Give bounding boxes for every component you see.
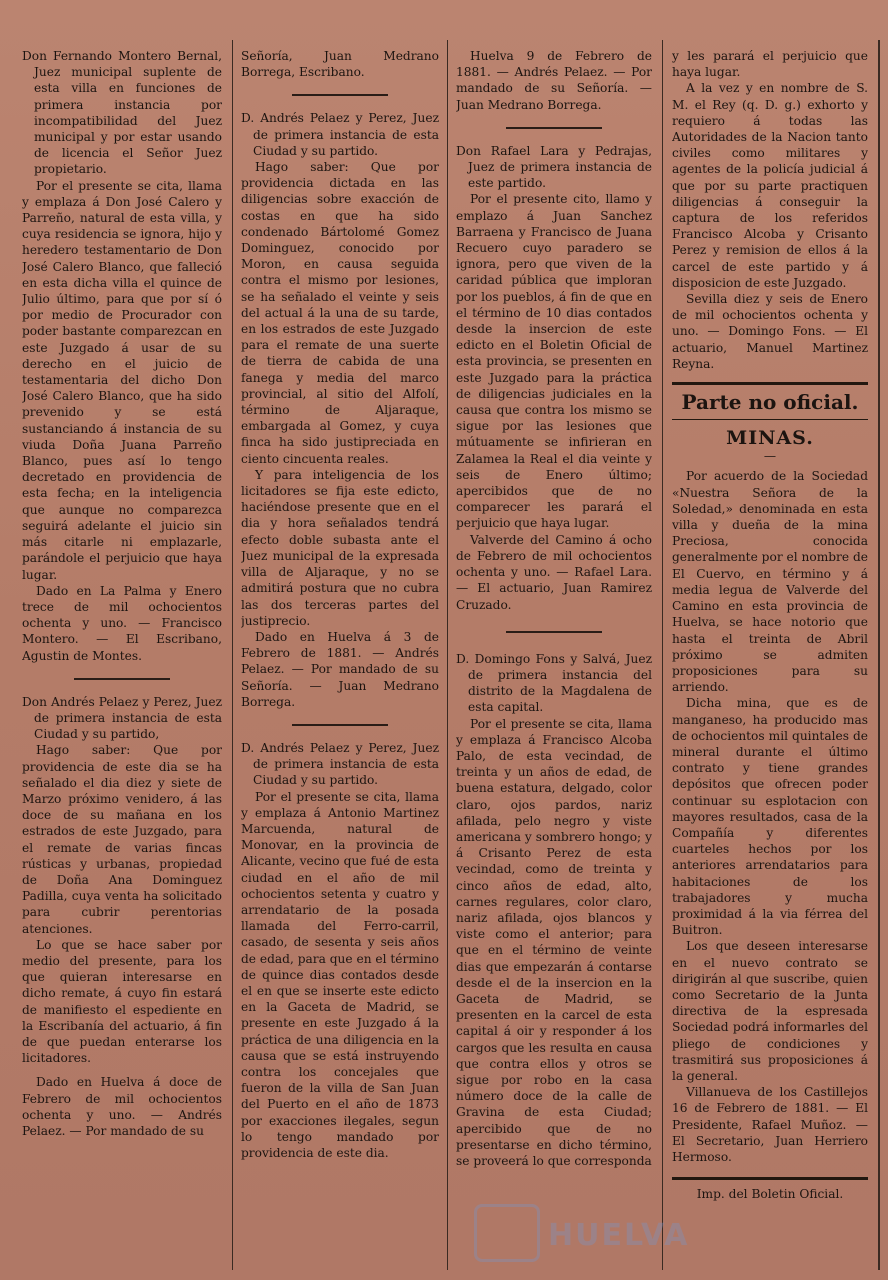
edict-body: y les parará el perjuicio que haya lugar. (672, 49, 868, 80)
edict-body: Lo que se hace saber por medio del presente, para los que quieran interesarse en dicho remate, á cuyo fin estará de manifiesto el espediente en la Escribanía del actuario, á fin de que puedan enterarse los licitadores. (22, 937, 222, 1066)
notice-body: Por acuerdo de la Sociedad «Nuestra Señora de la Soledad,» denominada en esta villa y dueña de la mina Preciosa, conocida generalmente por el nombre de El Cuervo, en término y á media legua de Valverde del Camino en esta provincia de Huelva, se hace notorio que hasta el treinta de Abril próximo se admiten proposiciones para su arriendo. (672, 469, 868, 695)
edict-signature: Sevilla diez y seis de Enero de mil ochocientos ochenta y uno. — Domingo Fons. — El actuario, Manuel Martinez Reyna. (672, 292, 868, 371)
watermark-text: HUELVA (548, 1218, 690, 1253)
column-4 (672, 48, 868, 1268)
edict-separator (506, 631, 602, 633)
edict-heading: D. Andrés Pelaez y Perez, Juez de primera instancia de esta Ciudad y su partido. (241, 111, 439, 158)
archive-watermark (474, 1196, 690, 1266)
edict-body: Por el presente se cita, llama y emplaza á Francisco Alcoba Palo, de esta vecindad, de treinta y un años de edad, de buena estatura, delgado, color claro, ojos pardos, nariz afilada, pelo negro y viste americana y sombrero hongo; y á Crisanto Perez de esta vecindad, como de treinta y cinco años de edad, alto, carnes regulares, color claro, nariz afilada, ojos blancos y viste como el anterior; para que en el término de veinte dias que empezarán á contarse desde el de la insercion en la Gaceta de Madrid, se presenten en la carcel de esta capital á oir y responder á los cargos que les resulta en causa que contra ellos y otros se sigue por robo en la casa número doce de la calle de Gravina de esta Ciudad; apercibido que de no presentarse en dicho término, se proveerá lo que corresponda (456, 716, 652, 1168)
heading-dash: — (763, 449, 777, 464)
edict-signature: Huelva 9 de Febrero de 1881. — Andrés Pelaez. — Por mandado de su Señoría. — Juan Medrano Borrega. (456, 49, 652, 112)
printer-imprint: Imp. del Boletin Oficial. (696, 1187, 844, 1202)
section-rule (672, 1177, 868, 1180)
column-divider (662, 40, 663, 1270)
edict-body: Por el presente se cita, llama y emplaza á Antonio Martinez Marcuenda, natural de Monovar, en la provincia de Alicante, vecino que fué de esta ciudad en el año de mil ochocientos setenta y cuatro y arrendatario de la posada llamada del Ferro-carril, casado, de sesenta y seis años de edad, para que en el término de quince dias contados desde el en que se inserte este edicto en la Gaceta de Madrid, se presente en este Juzgado á la práctica de una diligencia en la causa que se está instruyendo contra los concejales que fueron de la villa de San Juan del Puerto en el año de 1873 por exacciones ilegales, segun lo tengo mandado por providencia de este dia. (241, 789, 439, 1160)
section-rule (672, 419, 868, 420)
section-title: Parte no oficial. (681, 390, 859, 415)
edict-signature: Dado en La Palma y Enero trece de mil ochocientos ochenta y uno. — Francisco Montero. — El Escribano, Agustin de Montes. (22, 583, 222, 663)
edict-separator (292, 94, 388, 96)
column-2 (241, 48, 439, 1268)
edict-heading: Don Fernando Montero Bernal, Juez municipal suplente de esta villa en funciones de primera instancia por incompatibilidad del Juez municipal y por estar usando de licencia el Señor Juez propietario. (22, 49, 222, 177)
notice-body: Los que deseen interesarse en el nuevo contrato se dirigirán al que suscribe, quien como Secretario de la Junta directiva de la espresada Sociedad podrá informarles del pliego de condiciones y trasmitirá sus proposiciones á la general. (672, 939, 868, 1083)
section-rule (672, 382, 868, 385)
edict-separator (292, 724, 388, 726)
edict-heading: D. Andrés Pelaez y Perez, Juez de primera instancia de esta Ciudad y su partido. (241, 740, 439, 788)
edict-heading: Don Andrés Pelaez y Perez, Juez de primera instancia de esta Ciudad y su partido, (22, 694, 222, 742)
edict-signature: Valverde del Camino á ocho de Febrero de mil ochocientos ochenta y uno. — Rafael Lara. — El actuario, Juan Ramirez Cruzado. (456, 532, 652, 612)
notice-signature: Villanueva de los Castillejos 16 de Febrero de 1881. — El Presidente, Rafael Muñoz. — El Secretario, Juan Herriero Hermoso. (672, 1085, 868, 1164)
edict-body: Hago saber: Que por providencia de este dia se ha señalado el dia diez y siete de Marzo próximo venidero, á las doce de su mañana en los estrados de este Juzgado, para el remate de varias fincas rústicas y urbanas, propiedad de Doña Ana Dominguez Padilla, cuya venta ha solicitado para cubrir perentorias atenciones. (22, 743, 222, 936)
edict-body: Por el presente cito, llamo y emplazo á Juan Sanchez Barraena y Francisco de Juana Recuero cuyo paradero se ignora, pero que viven de la caridad pública que imploran por los pueblos, á fin de que en el término de 10 dias contados desde la insercion de este edicto en el Boletin Oficial de esta provincia, se presenten en este Juzgado para la práctica de diligencias judiciales en la causa que contra los mismo se sigue por las lesiones que mútuamente se infirieran en Zalamea la Real el dia veinte y seis de Enero último; apercibidos que de no comparecer les parará el perjuicio que haya lugar. (456, 192, 652, 531)
column-divider (447, 40, 448, 1270)
edict-separator (74, 678, 170, 680)
page-edge-rule (878, 40, 880, 1270)
column-divider (232, 40, 233, 1270)
archive-logo-icon (474, 1204, 540, 1262)
column-1 (22, 48, 222, 1268)
edict-body: Hago saber: Que por providencia dictada en las diligencias sobre exacción de costas en que ha sido condenado Bártolomé Gomez Dominguez, conocido por Moron, en causa seguida contra el mismo por lesiones, se ha señalado el veinte y seis del actual á la una de su tarde, en los estrados de este Juzgado para el remate de una suerte de tierra de cabida de una fanega y media del marco provincial, al sitio del Alfolí, término de Aljaraque, embargada al Gomez, y cuya finca ha sido justipreciada en ciento cincuenta reales. (241, 160, 439, 466)
column-3 (456, 48, 652, 1268)
edict-separator (506, 127, 602, 129)
edict-heading: D. Domingo Fons y Salvá, Juez de primera instancia del distrito de la Magdalena de esta capital. (456, 651, 652, 715)
notice-body: Dicha mina, que es de manganeso, ha producido mas de ochocientos mil quintales de mineral durante el último contrato y tiene grandes depósitos que ofrecen poder continuar su esplotacion con mayores resultados, casa de la Compañía y diferentes cuarteles hechos por los anteriores arrendatarios para habitaciones de los trabajadores y mucha proximidad á la via férrea del Buitron. (672, 696, 868, 938)
minas-heading: MINAS. (726, 427, 814, 450)
edict-signature: Dado en Huelva á 3 de Febrero de 1881. — Andrés Pelaez. — Por mandado de su Señoría. — Juan Medrano Borrega. (241, 629, 439, 709)
edict-signature: Señoría, Juan Medrano Borrega, Escribano. (241, 49, 439, 80)
edict-heading: Don Rafael Lara y Pedrajas, Juez de primera instancia de este partido. (456, 143, 652, 191)
edict-signature: Dado en Huelva á doce de Febrero de mil ochocientos ochenta y uno. — Andrés Pelaez. — Por mandado de su (22, 1075, 222, 1138)
edict-body: Por el presente se cita, llama y emplaza á Don José Calero y Parreño, natural de esta villa, y cuya residencia se ignora, hijo y heredero testamentario de Don José Calero Blanco, que falleció en esta dicha villa el quince de Julio último, para que por sí ó por medio de Procurador con poder bastante comparezcan en este Juzgado á usar de su derecho en el juicio de testamentaria del dicho Don José Calero Blanco, que ha sido prevenido y se está sustanciando á instancia de su viuda Doña Juana Parreño Blanco, pues así lo tengo decretado en providencia de esta fecha; en la inteligencia que aunque no comparezca seguirá adelante el juicio sin más citarle ni emplazarle, parándole el perjuicio que haya lugar. (22, 178, 222, 582)
edict-body: A la vez y en nombre de S. M. el Rey (q. D. g.) exhorto y requiero á todas las Autoridades de la Nacion tanto civiles como militares y agentes de la policía judicial á que por su parte practiquen diligencias á conseguir la captura de los referidos Francisco Alcoba y Crisanto Perez y remision de ellos á la carcel de este partido y á disposicion de este Juzgado. (672, 81, 868, 290)
edict-body: Y para inteligencia de los licitadores se fija este edicto, haciéndose presente que en el dia y hora señalados tendrá efecto doble subasta ante el Juez municipal de la expresada villa de Aljaraque, y no se admitirá postura que no cubra las dos terceras partes del justiprecio. (241, 467, 439, 628)
